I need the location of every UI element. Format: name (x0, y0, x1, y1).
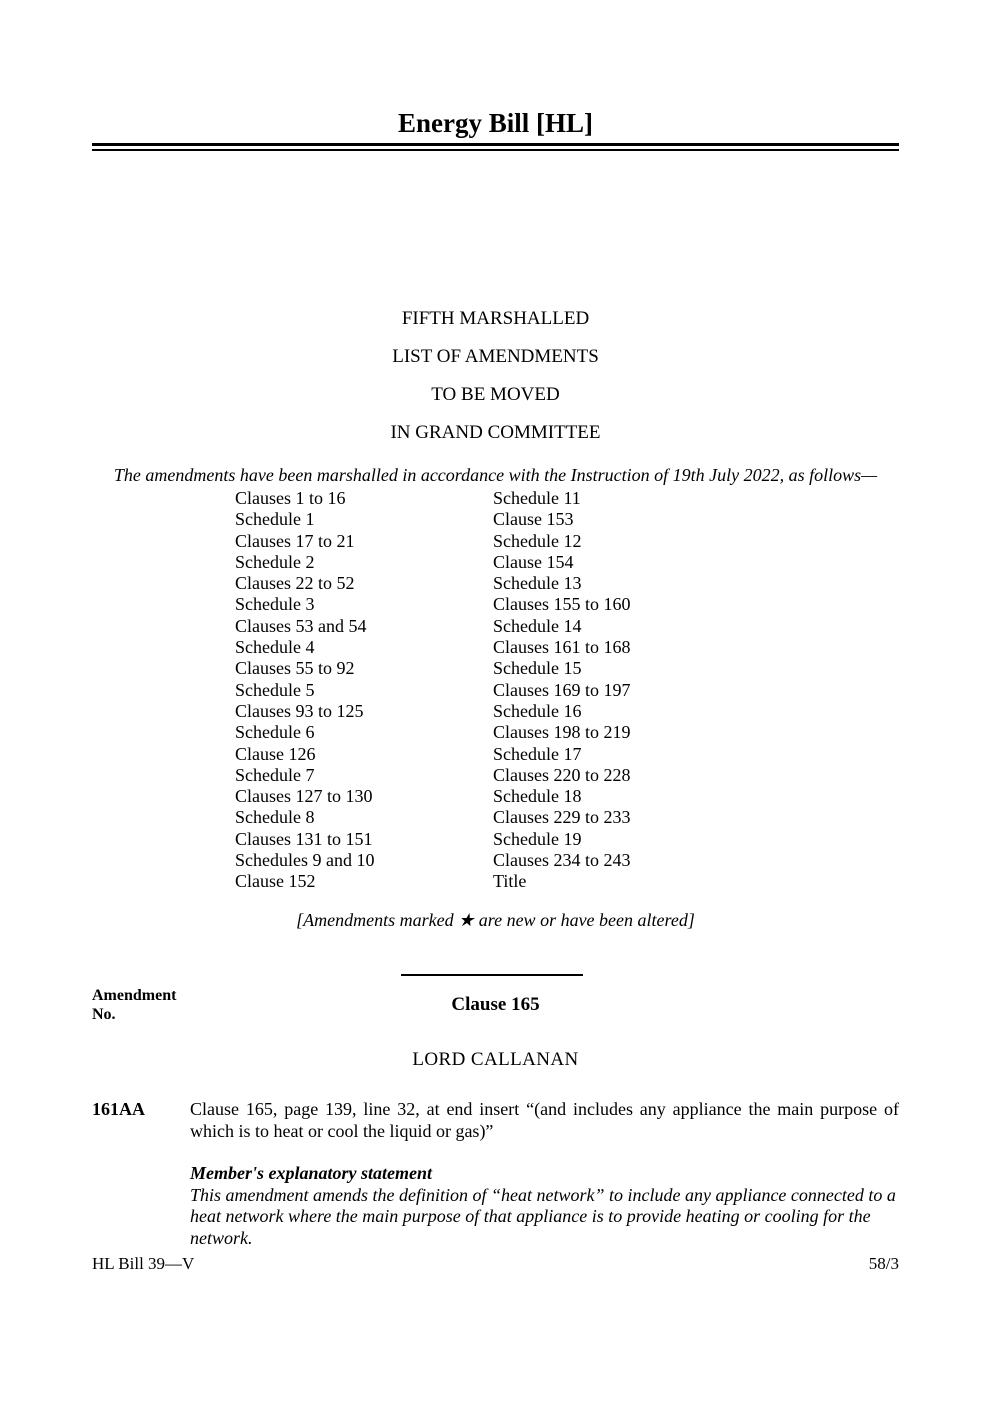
order-list-item: Clauses 1 to 16 (235, 488, 346, 508)
order-list-item: Clause 126 (235, 743, 316, 764)
star-note: [Amendments marked ★ are new or have been altered] (296, 910, 695, 930)
order-list-item: Schedule 7 (235, 764, 315, 785)
order-list-item: Schedule 19 (493, 828, 582, 849)
explanatory-statement-text: This amendment amends the definition of “heat network” to include any appliance connected to a heat network where the main purpose of that appliance is to provide heating or cooling for the network. (190, 1184, 896, 1248)
order-list-item: Clauses 229 to 233 (493, 807, 631, 828)
amendment-item (92, 1099, 899, 1249)
order-list-item: Title (493, 871, 527, 892)
heading-line: FIFTH MARSHALLED (401, 308, 590, 329)
order-list-item: Schedule 17 (493, 743, 582, 764)
heading-line: TO BE MOVED (431, 384, 560, 405)
order-list-item: Clauses 220 to 228 (493, 764, 631, 785)
marshalling-order-list (235, 488, 631, 893)
clause-heading: Clause 165 (451, 994, 540, 1015)
order-list-item: Clauses 131 to 151 (235, 828, 373, 849)
heading-line: IN GRAND COMMITTEE (390, 422, 601, 443)
order-list-item: Schedule 12 (493, 530, 582, 551)
bill-title: Energy Bill [HL] (398, 108, 593, 138)
order-list-item: Schedule 14 (493, 615, 582, 636)
order-list-item: Schedule 3 (235, 594, 315, 615)
order-list-item: Schedule 8 (235, 807, 315, 828)
order-list-item: Clauses 55 to 92 (235, 658, 355, 679)
amendment-body (190, 1099, 899, 1249)
amendment-number: 161AA (92, 1099, 145, 1119)
order-list-right (493, 488, 631, 893)
mover-name: LORD CALLANAN (412, 1049, 579, 1070)
order-list-item: Schedule 4 (235, 637, 315, 658)
order-list-item: Clauses 234 to 243 (493, 850, 631, 871)
order-list-item: Schedule 2 (235, 551, 315, 572)
order-list-item: Clauses 53 and 54 (235, 615, 367, 636)
section-rule (401, 974, 583, 976)
front-headings (0, 300, 991, 452)
order-list-item: Clauses 198 to 219 (493, 722, 631, 743)
order-list-item: Clauses 169 to 197 (493, 679, 631, 700)
order-list-item: Schedule 16 (493, 700, 582, 721)
order-list-item: Schedule 1 (235, 509, 315, 530)
order-list-item: Clauses 17 to 21 (235, 530, 355, 551)
order-list-item: Schedules 9 and 10 (235, 850, 375, 871)
order-list-item: Schedule 13 (493, 573, 582, 594)
order-list-item: Schedule 5 (235, 679, 315, 700)
amendment-no-label-line1: Amendment (92, 987, 177, 1004)
order-list-item: Clause 152 (235, 871, 316, 892)
order-list-item: Clauses 127 to 130 (235, 786, 373, 807)
order-list-item: Schedule 6 (235, 722, 315, 743)
order-list-item: Clauses 93 to 125 (235, 700, 364, 721)
order-list-item: Clauses 22 to 52 (235, 573, 355, 594)
order-list-item: Schedule 11 (493, 488, 581, 508)
order-list-item: Clauses 161 to 168 (493, 637, 631, 658)
marshalling-note: The amendments have been marshalled in accordance with the Instruction of 19th July 2022, as follows— (113, 465, 878, 485)
amendment-text: Clause 165, page 139, line 32, at end insert “(and includes any appliance the main purpose of which is to heat or cool the liquid or gas)” (190, 1099, 899, 1141)
order-list-item: Schedule 15 (493, 658, 582, 679)
order-list-item: Clauses 155 to 160 (493, 594, 631, 615)
footer-page-ref: 58/3 (868, 1254, 899, 1273)
order-list-left (235, 488, 493, 893)
order-list-item: Clause 154 (493, 551, 574, 572)
page-footer (92, 1253, 899, 1275)
order-list-item: Clause 153 (493, 509, 574, 530)
title-rule (92, 143, 899, 151)
explanatory-statement-label: Member's explanatory statement (190, 1163, 432, 1183)
amendment-no-label-line2: No. (92, 1006, 116, 1023)
order-list-item: Schedule 18 (493, 786, 582, 807)
heading-line: LIST OF AMENDMENTS (392, 346, 599, 367)
footer-bill-number: HL Bill 39—V (92, 1254, 195, 1273)
